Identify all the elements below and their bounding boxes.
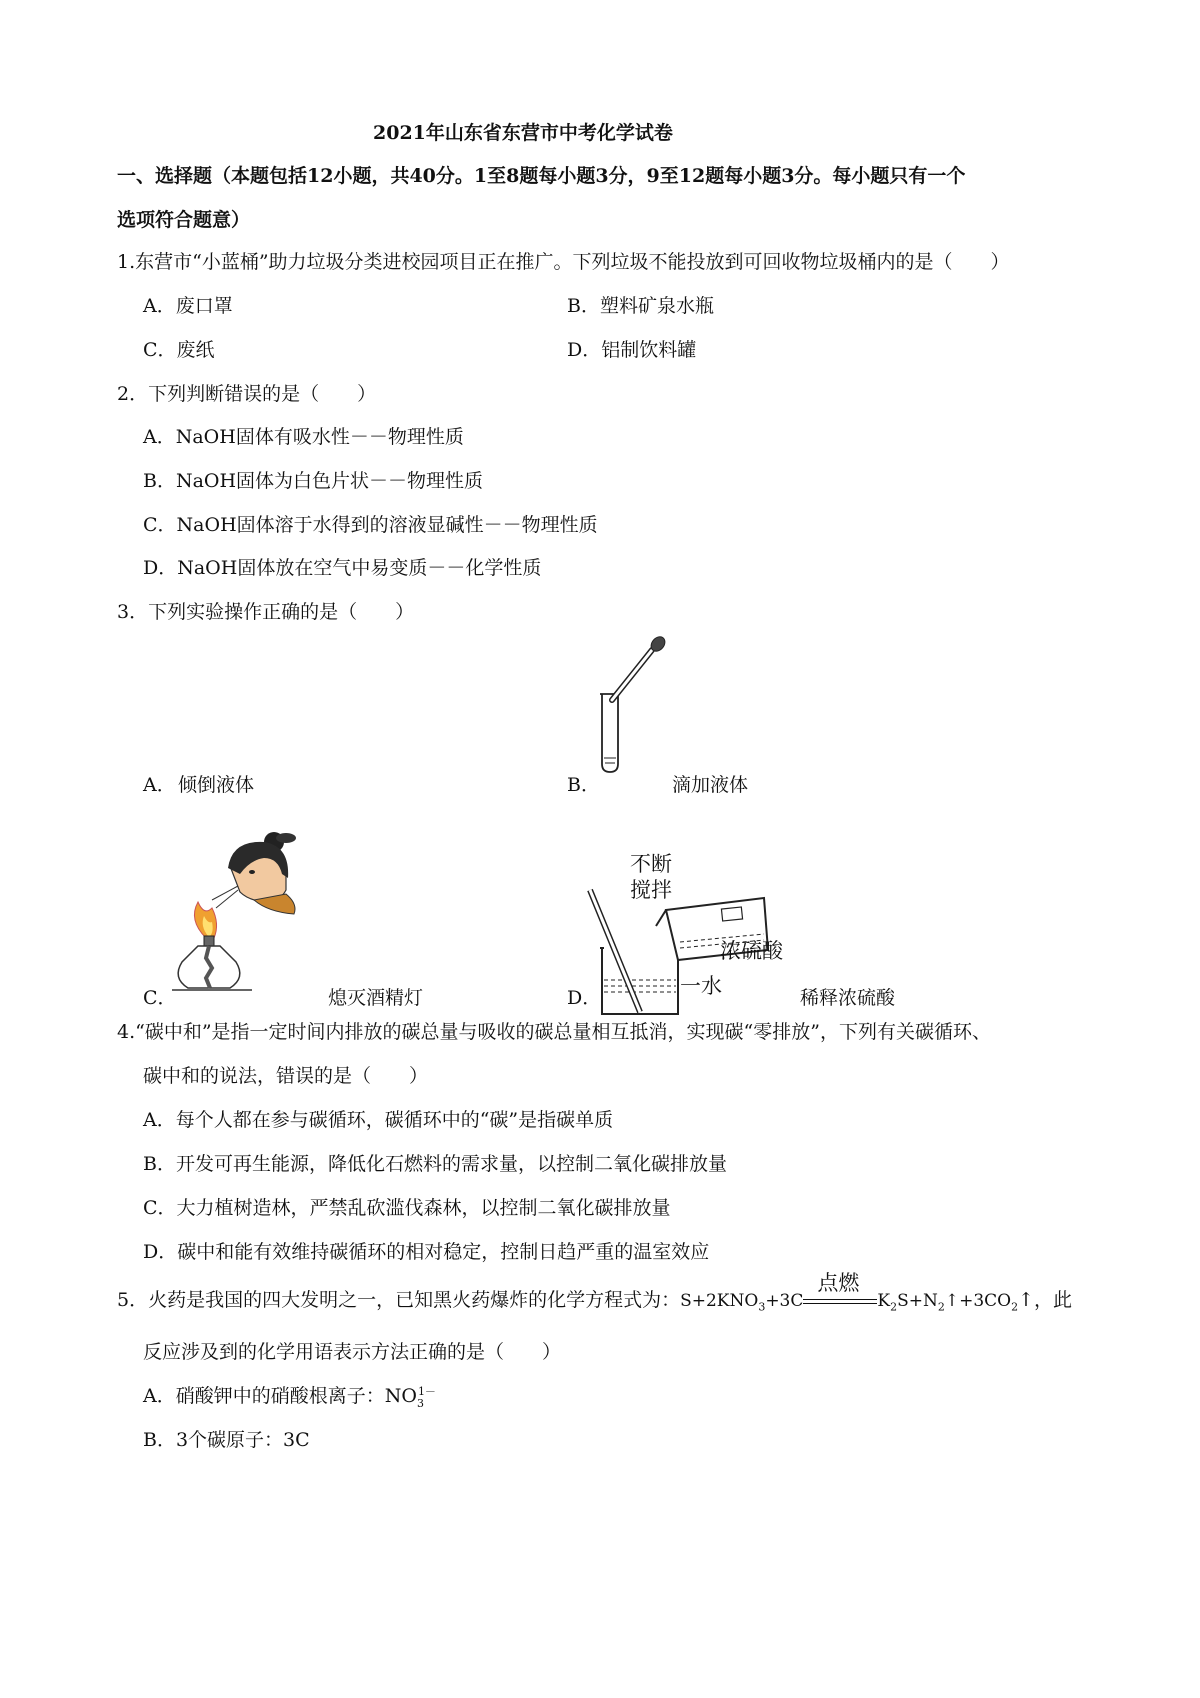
question-5-option-b: B．3个碳原子：3C bbox=[143, 1429, 310, 1451]
question-3-option-a-letter: A． bbox=[143, 774, 176, 796]
equation-right: $K_2S+N_2↑+3CO_2$ bbox=[877, 1291, 1019, 1314]
question-4-option-a: A．每个人都在参与碳循环，碳循环中的“碳”是指碳单质 bbox=[143, 1109, 614, 1131]
dropper-test-tube-figure bbox=[596, 636, 676, 776]
question-1-stem: 1.东营市“小蓝桶”助力垃圾分类进校园项目正在推广。下列垃圾不能投放到可回收物垃圾桶内的是（ ） bbox=[117, 251, 1010, 273]
question-4-stem-line1: 4.“碳中和”是指一定时间内排放的碳总量与吸收的碳总量相互抵消，实现碳“零排放”，下列有关碳循环、 bbox=[117, 1021, 991, 1043]
question-3-option-c-caption: 熄灭酒精灯 bbox=[328, 987, 424, 1009]
question-1-option-b: B．塑料矿泉水瓶 bbox=[567, 295, 714, 317]
section-header-line2: 选项符合题意） bbox=[117, 209, 251, 231]
question-5-stem-suffix: ↑，此 bbox=[1018, 1289, 1073, 1311]
question-5-stem-prefix: 5．火药是我国的四大发明之一，已知黑火药爆炸的化学方程式为： bbox=[117, 1289, 681, 1311]
question-5-stem-line1 bbox=[117, 1271, 1073, 1314]
figure-d-label-water: 一水 bbox=[680, 974, 722, 998]
question-4-option-c: C．大力植树造林，严禁乱砍滥伐森林，以控制二氧化碳排放量 bbox=[143, 1197, 671, 1219]
question-5-option-a: A．硝酸钾中的硝酸根离子：$NO_3^{1-}$ bbox=[143, 1384, 436, 1410]
equation-left: $S+2KNO_3+3C$ bbox=[680, 1291, 804, 1314]
question-4-option-d: D．碳中和能有效维持碳循环的相对稳定，控制日趋严重的温室效应 bbox=[143, 1241, 710, 1263]
figure-d-label-stir-2: 搅拌 bbox=[630, 878, 672, 902]
question-3-option-a-caption: 倾倒液体 bbox=[178, 774, 255, 796]
question-1-option-c: C．废纸 bbox=[143, 339, 215, 361]
question-2-stem: 2．下列判断错误的是（ ） bbox=[117, 383, 377, 405]
question-5-stem-line2: 反应涉及到的化学用语表示方法正确的是（ ） bbox=[143, 1341, 562, 1363]
question-3-option-d-letter: D． bbox=[567, 987, 602, 1009]
question-4-option-b: B．开发可再生能源，降低化石燃料的需求量，以控制二氧化碳排放量 bbox=[143, 1153, 727, 1175]
section-header-line1: 一、选择题（本题包括12小题，共40分。1至8题每小题3分，9至12题每小题3分。每小题只有一个 bbox=[117, 165, 966, 187]
question-1-option-d: D．铝制饮料罐 bbox=[567, 339, 697, 361]
question-3-option-d-caption: 稀释浓硫酸 bbox=[800, 987, 896, 1009]
page-title: 2021年山东省东营市中考化学试卷 bbox=[373, 122, 673, 144]
question-2-option-c: C．NaOH固体溶于水得到的溶液显碱性－－物理性质 bbox=[143, 514, 598, 536]
question-4-stem-line2: 碳中和的说法，错误的是（ ） bbox=[143, 1065, 429, 1087]
question-3-option-b-caption: 滴加液体 bbox=[672, 774, 749, 796]
reaction-condition-label: 点燃 bbox=[817, 1271, 860, 1295]
question-3-option-b-letter: B． bbox=[567, 774, 600, 796]
question-3-stem: 3．下列实验操作正确的是（ ） bbox=[117, 601, 415, 623]
question-2-option-b: B．NaOH固体为白色片状－－物理性质 bbox=[143, 470, 484, 492]
reaction-condition-arrow bbox=[803, 1271, 877, 1311]
question-3-option-c-letter: C． bbox=[143, 987, 177, 1009]
question-2-option-a: A．NaOH固体有吸水性－－物理性质 bbox=[143, 426, 464, 448]
figure-d-label-acid: 浓硫酸 bbox=[720, 939, 783, 963]
figure-d-label-stir-1: 不断 bbox=[630, 852, 672, 876]
question-2-option-d: D．NaOH固体放在空气中易变质－－化学性质 bbox=[143, 557, 542, 579]
blow-out-lamp-figure bbox=[168, 828, 348, 1008]
question-1-option-a: A．废口罩 bbox=[143, 295, 233, 317]
